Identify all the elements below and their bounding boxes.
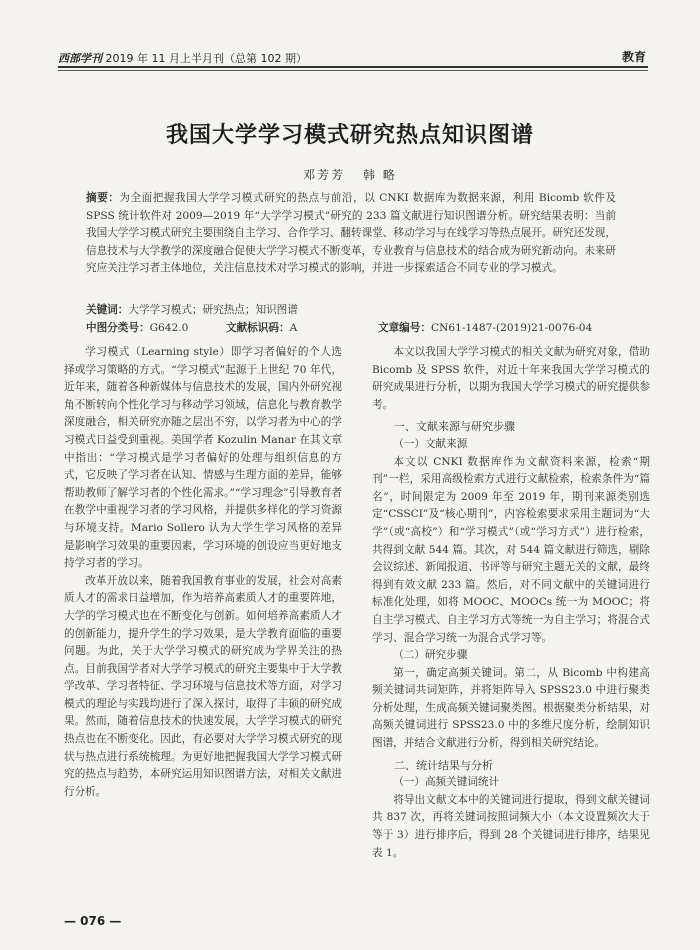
doc-code-value: A xyxy=(289,322,298,334)
keywords xyxy=(86,302,616,317)
article-title: 我国大学学习模式研究热点知识图谱 xyxy=(165,122,534,148)
header-rule-thin xyxy=(58,70,648,71)
article-number-label: 文章编号： xyxy=(378,322,431,334)
abstract xyxy=(86,190,616,278)
author-2: 韩 略 xyxy=(363,168,397,182)
article-number xyxy=(378,320,592,335)
body-column-right xyxy=(372,344,650,862)
paragraph: 本文以我国大学学习模式的相关文献为研究对象，借助 Bicomb 及 SPSS 软件，对近十年来我国大学学习模式的研究成果进行分析，以期为我国大学学习模式的研究提供参考。 xyxy=(372,346,650,411)
page-number: — 076 — xyxy=(64,914,122,928)
header-rule xyxy=(58,66,648,68)
abstract-text: 为全面把握我国大学学习模式研究的热点与前沿，以 CNKI 数据库为数据来源，利用 Bicomb 软件及 SPSS 统计软件对 2009—2019 年“大学学习模式”研究的 233 篇文献进行知识图谱分析。研究结果表明：当前我国大学学习模式研究主要围绕自主学习、合作学习、翻转课堂、移动学习与在线学习等热点展开。研究还发现，信息技术与大学教学的深度融合促使大学学习模式不断变革，专业教育与信息技术的结合成为研究新动向。未来研究应关注学习者主体地位，关注信息技术对学习模式的影响，并进一步探索适合不同专业的学习模式。 xyxy=(86,192,616,274)
section-heading: 一、文献来源与研究步骤 xyxy=(394,420,515,434)
journal-name: 西部学刊 xyxy=(58,52,102,65)
keywords-label: 关键词： xyxy=(86,304,129,316)
section-label: 教育 xyxy=(621,50,646,64)
paragraph: 第一，确定高频关键词。第二，从 Bicomb 中构建高频关键词共词矩阵，并将矩阵导入 SPSS23.0 中进行聚类分析处理，生成高频关键词聚类图。根据聚类分析结果，对高频关键词进行 SPSS23.0 中的多维尺度分析，绘制知识图谱，并结合文献进行分析，得到相关研究结论。 xyxy=(372,666,650,750)
issue-info: 2019 年 11 月上半月刊（总第 102 期） xyxy=(105,52,307,65)
classification-row xyxy=(86,320,616,336)
paragraph: 学习模式（Learning style）即学习者偏好的个人选择或学习策略的方式。“学习模式”起源于上世纪 70 年代，近年来，随着各种新媒体与信息技术的发展，国内外研究视角不断转向个性化学习与移动学习领域，信息化与教育教学深度融合，相关研究亦随之层出不穷，以学习者为中心的学习模式日益受到重视。美国学者 Kozulin Manar 在其文章中指出：“学习模式是学习者偏好的处理与组织信息的方式，它反映了学习者在认知、情感与生理方面的差异，能够帮助教师了解学习者的个性化需求。”“学习理念”引导教育者在教学中重视学习者的学习风格，并提供多样化的学习资源与环境支持。Mario Sollero 认为大学生学习风格的差异是影响学习效果的重要因素，学习环境的创设应当更好地支持学习者的学习。 xyxy=(64,346,342,570)
article-number-value: CN61-1487-(2019)21-0076-04 xyxy=(430,322,593,334)
subsection-heading: （二）研究步骤 xyxy=(393,649,468,662)
subsection-heading: （一）文献来源 xyxy=(393,437,468,450)
clc-value: G642.0 xyxy=(149,322,189,334)
doc-code-label: 文献标识码： xyxy=(226,322,290,334)
abstract-label: 摘要： xyxy=(86,192,120,204)
clc-label: 中图分类号： xyxy=(86,322,150,334)
subsection-heading: （一）高频关键词统计 xyxy=(393,776,500,789)
author-1: 邓芳芳 xyxy=(303,168,346,182)
paragraph: 将导出文献文本中的关键词进行提取，得到文献关键词共 837 次，再将关键词按照词频大小（本文设置频次大于等于 3）进行排序后，得到 28 个关键词进行排序，结果见表 1。 xyxy=(372,793,650,859)
document-code xyxy=(226,320,297,335)
keywords-text: 大学学习模式；研究热点；知识图谱 xyxy=(128,304,298,316)
paragraph: 改革开放以来，随着我国教育事业的发展，社会对高素质人才的需求日益增加，作为培养高素质人才的重要阵地，大学的学习模式也在不断变化与创新。如何培养高素质人才的创新能力，提升学生的学习效果，是大学教育面临的重要问题。为此，关于大学学习模式的研究成为学界关注的热点。目前我国学者对大学学习模式的研究主要集中于大学教学改革、学习者特征、学习环境与信息技术等方面，对学习模式的理论与实践均进行了深入探讨，取得了丰硕的研究成果。然而，随着信息技术的快速发展，大学学习模式的研究热点也在不断变化。因此，有必要对大学学习模式研究的现状与热点进行系统梳理。为更好地把握我国大学学习模式研究的热点与趋势，本研究运用知识图谱方法，对相关文献进行分析。 xyxy=(64,574,342,798)
paragraph: 本文以 CNKI 数据库作为文献资料来源，检索“期刊”一栏，采用高级检索方式进行文献检索，检索条件为“篇名”，时间限定为 2009 年至 2019 年，期刊来源类别选定“CSSCI”及“核心期刊”，内容检索要求采用主题词为“大学”（或“高校”）和“学习模式”（或“学习方式”）进行检索，共得到文献 544 篇。其次，对 544 篇文献进行筛选，剔除会议综述、新闻报道、书评等与研究主题无关的文献，最终得到有效文献 233 篇。然后，对不同文献中的关键词进行标准化处理，如将 MOOC、MOOCs 统一为 MOOC；将自主学习模式、自主学习方式等统一为自主学习；将混合式学习、混合学习统一为混合式学习等。 xyxy=(372,455,650,644)
body-column-left xyxy=(64,344,342,801)
clc-number xyxy=(86,320,188,335)
article-authors xyxy=(0,166,700,183)
running-header xyxy=(58,46,648,68)
section-heading: 二、统计结果与分析 xyxy=(394,758,493,772)
journal-info xyxy=(58,50,307,66)
